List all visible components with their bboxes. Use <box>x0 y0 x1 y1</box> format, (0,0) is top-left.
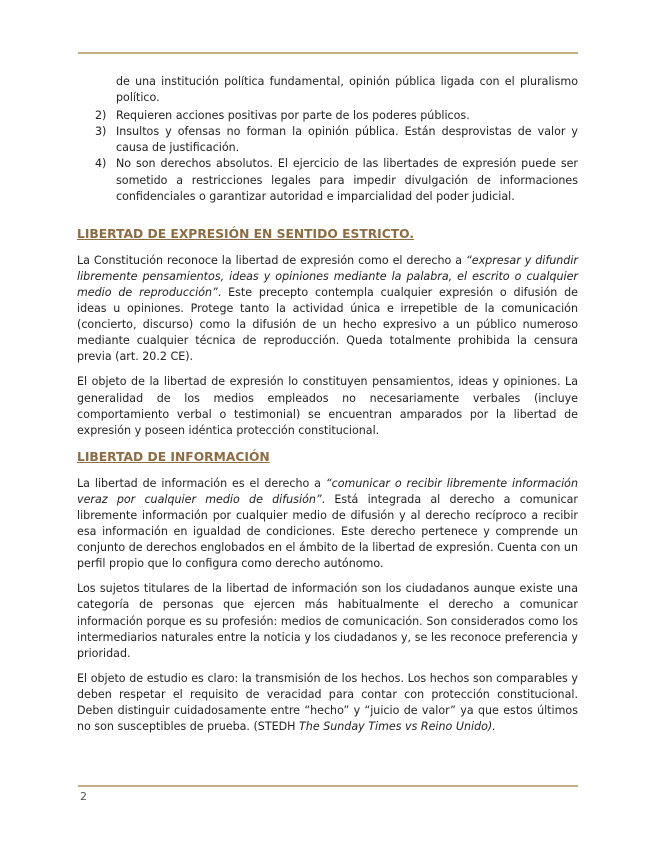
section-heading-expresion: LIBERTAD DE EXPRESIÓN EN SENTIDO ESTRICTO. <box>77 226 415 241</box>
list-item-text: Insultos y ofensas no forman la opinión pública. Están desprovistas de valor y causa de justificación. <box>116 125 578 155</box>
footer-rule <box>78 785 578 787</box>
list-item <box>77 108 578 124</box>
list-item <box>77 156 578 204</box>
list-item-continuation: de una institución política fundamental, opinión pública ligada con el pluralismo político. <box>116 75 578 105</box>
paragraph <box>77 476 578 573</box>
paragraph <box>77 671 578 735</box>
paragraph-text: . Está integrada al derecho a comunicar libremente información por cualquier medio de difusión y al derecho recíproco a recibir esa información en igualdad de condiciones. Este derecho pertenece y comprende un conjunto de derechos englobados en el ámbito de la libertad de expresión. Cuenta con un perfil propio que lo configura como derecho autónomo. <box>77 492 578 571</box>
page-number: 2 <box>80 790 87 803</box>
paragraph-text: El objeto de estudio es claro: la transmisión de los hechos. Los hechos son comparables y deben respetar el requisito de veracidad para contar con protección constitucional. Deben distinguir cuidadosamente entre “hecho” y “juicio de valor” ya que estos últimos no son susceptibles de prueba. (STEDH <box>77 671 578 734</box>
paragraph-text: La libertad de información es el derecho a <box>77 476 326 490</box>
list-item-text: Requieren acciones positivas por parte de los poderes públicos. <box>116 109 470 123</box>
quote-text: “comunicar o recibir libremente información veraz por cualquier medio de difusión” <box>77 476 578 506</box>
paragraph: Los sujetos titulares de la libertad de información son los ciudadanos aunque existe una categoría de personas que ejercen más habitualmente el derecho a comunicar información porque es su profesión: medios de comunicación. Son considerados como los intermediarios naturales entre la noticia y los ciudadanos y, se les reconoce preferencia y prioridad. <box>77 582 578 660</box>
list-item <box>77 124 578 156</box>
paragraph-text: . Este precepto contempla cualquier expresión o difusión de ideas u opiniones. Protege tanto la actividad única e irrepetible de la comunicación (concierto, discurso) como la difusión de un hecho expresivo a un público numeroso mediante cualquier técnica de reproducción. Queda totalmente prohibida la censura previa (art. 20.2 CE). <box>77 285 578 364</box>
list-item-number: 4) <box>95 157 107 171</box>
list-item-number: 2) <box>95 109 107 123</box>
list-item-text: No son derechos absolutos. El ejercicio de las libertades de expresión puede ser sometido a restricciones legales para impedir divulgación de informaciones confidenciales o garantizar autoridad e imparcialidad del poder judicial. <box>116 157 578 203</box>
section-heading-informacion: LIBERTAD DE INFORMACIÓN <box>77 449 270 464</box>
paragraph-text: La Constitución reconoce la libertad de expresión como el derecho a <box>77 253 467 267</box>
numbered-list <box>77 108 578 205</box>
paragraph <box>77 253 578 366</box>
case-citation: The Sunday Times vs Reino Unido). <box>299 720 496 734</box>
header-rule <box>78 52 578 54</box>
list-item-number: 3) <box>95 125 107 139</box>
paragraph: El objeto de la libertad de expresión lo constituyen pensamientos, ideas y opiniones. La generalidad de los medios empleados no necesariamente verbales (incluye comportamiento verbal o testimonial) se encuentran amparados por la libertad de expresión y poseen idéntica protección constitucional. <box>77 375 578 437</box>
quote-text: “expresar y difundir libremente pensamientos, ideas y opiniones mediante la palabra, el escrito o cualquier medio de reproducción” <box>77 253 578 299</box>
page-body <box>77 74 578 744</box>
